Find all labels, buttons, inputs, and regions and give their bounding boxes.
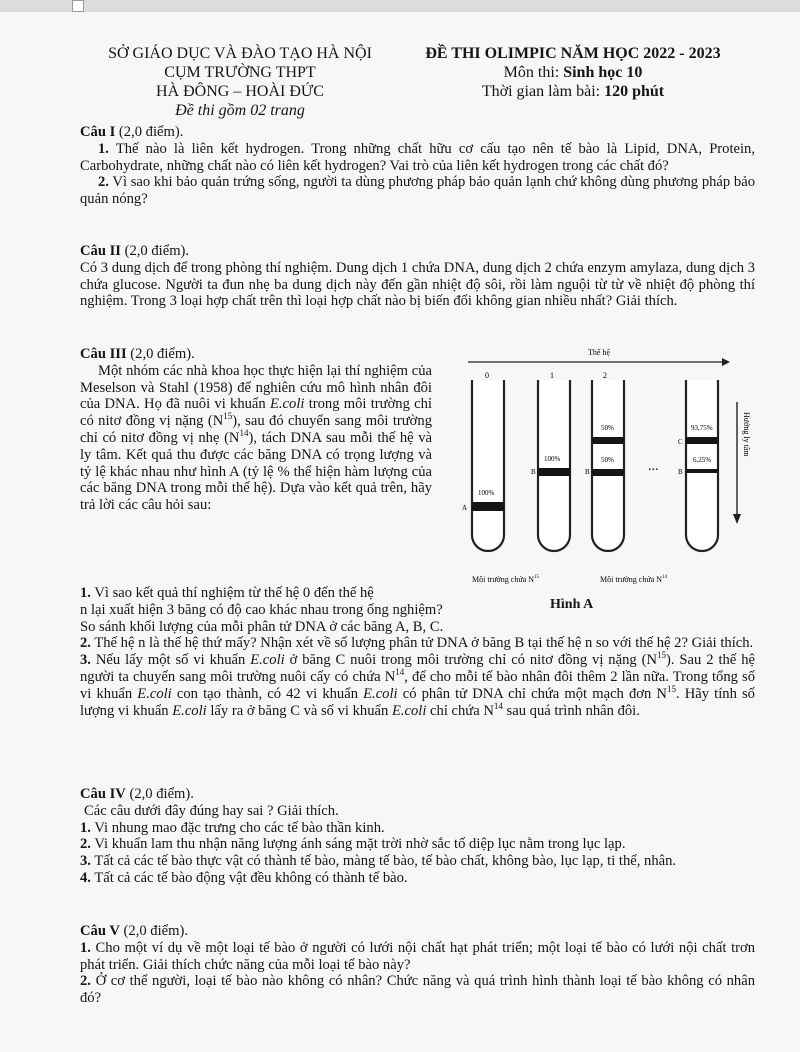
question-3-subquestions: 1. Vì sao kết quả thí nghiệm từ thế hệ 0 đến thế hệ n lại xuất hiện 3 băng có độ cao khác nhau trong ống nghiệm? So sánh khối lượng của mỗi phân tử DNA ở các băng A, B, C. 2. Thế hệ n là thế hệ thứ mấy? Nhận xét về số lượng phân tử DNA ở băng B tại thế hệ n so với thế hệ 2? Giải thích. 3. Nếu lấy một số vi khuẩn E.coli ở băng C nuôi trong môi trường chỉ có nitơ đồng vị nặng $(N^{15})$. Sau 2 thế hệ người ta chuyển sang môi trường nuôi cấy có chứa $N^{14}$, để cho mỗi tế bào nhân đôi thêm 2 lần nữa. Trong tổng số vi khuẩn E.coli con tạo thành, có 42 vi khuẩn E.coli có phân tử DNA chỉ chứa một mạch đơn $N^{15}$. Hãy tính số lượng vi khuẩn E.coli lấy ra ở băng C và số vi khuẩn E.coli chỉ chứa $N^{14}$ sau quá trình nhân đôi. — [80, 585, 755, 719]
band-label-b-gen1: B — [531, 468, 536, 476]
time-line: Thời gian làm bài: 120 phút — [481, 83, 665, 100]
exam-title: ĐỀ THI OLIMPIC NĂM HỌC 2022 - 2023 — [425, 45, 721, 62]
pct-gen2-b: 50% — [601, 456, 614, 464]
q4-intro: Các câu dưới đây đúng hay sai ? Giải thích. — [84, 802, 339, 819]
question-3-intro: Câu III (2,0 điểm). Một nhóm các nhà khoa học thực hiện lại thí nghiệm của Meselson và Stahl (1958) để nghiên cứu mô hình nhân đôi của DNA. Họ đã nuôi vi khuẩn E.coli trong môi trường chỉ có nitơ đồng vị nặng $(N^{15})$, sau đó chuyển sang môi trường chỉ có nitơ đồng vị nhẹ $(N^{14})$, tách DNA sau mỗi thế hệ và ly tâm. Kết quả thu được các băng DNA có trọng lượng và tỷ lệ khác nhau như hình A (tỷ lệ % thể hiện hàm lượng của các băng DNA trong mỗi thế hệ). Dựa vào kết quả trên, hãy trả lời các câu hỏi sau: — [80, 346, 432, 514]
pct-gen2-c: 50% — [601, 424, 614, 432]
band-gen2-b — [592, 469, 624, 476]
band-label-c: C — [678, 438, 683, 446]
q3-sub3: 3. Nếu lấy một số vi khuẩn E.coli ở băng C nuôi trong môi trường chỉ có nitơ đồng vị nặng $(N^{15})$. Sau 2 thế hệ người ta chuyển sang môi trường nuôi cấy có chứa $N^{14}$, để cho mỗi tế bào nhân đôi thêm 2 lần nữa. Trong tổng số vi khuẩn E.coli con tạo thành, có 42 vi khuẩn E.coli có phân tử DNA chỉ chứa một mạch đơn $N^{15}$. Hãy tính số lượng vi khuẩn E.coli lấy ra ở băng C và số vi khuẩn E.coli chỉ chứa $N^{14}$ sau quá trình nhân đôi. — [80, 650, 755, 719]
viewer-top-bar — [0, 0, 800, 12]
time-limit: 120 phút — [604, 83, 665, 100]
band-label-a: A — [462, 504, 468, 512]
question-4: Câu IV (2,0 điểm). Các câu dưới đây đúng hay sai ? Giải thích. 1. Vi nhung mao đặc trưng cho các tế bào thần kinh. 2. Vi khuẩn lam thu nhận năng lượng ánh sáng mặt trời nhờ sắc tố diệp lục nằm trong lục lạp. 3. Tất cả các tế bào thực vật có thành tế bào, màng tế bào, tế bào chất, không bào, lục lạp, ti thể, nhân. 4. Tất cả các tế bào động vật đều không có thành tế bào. — [80, 786, 677, 886]
q1-part2: Vì sao khi bảo quản trứng sống, người ta dùng phương pháp bảo quản lạnh chứ không dùng phương pháp bảo quản nóng? — [80, 174, 755, 208]
ellipsis: ... — [648, 459, 659, 474]
header-right — [408, 44, 738, 101]
band-gen2-c — [592, 437, 624, 444]
subject: Sinh học 10 — [563, 64, 643, 81]
q4-item2: Vi khuẩn lam thu nhận năng lượng ánh sáng mặt trời nhờ sắc tố diệp lục nằm trong lục lạp. — [90, 836, 626, 853]
q5-item2: Ở cơ thể người, loại tế bào nào không có nhân? Chức năng và quá trình hình thành loại tế bào không có nhân đó? — [80, 973, 755, 1007]
q1-part1: Thế nào là liên kết hydrogen. Trong những chất hữu cơ cấu tạo nên tế bào là Lipid, DNA, Protein, Carbohydrate, những chất nào có liên kết hydrogen? Vai trò của liên kết hydrogen trong các chất đó? — [80, 140, 755, 174]
tube-gen-1 — [538, 380, 570, 551]
centrifuge-arrow-head — [733, 514, 741, 524]
pct-gen0: 100% — [478, 489, 495, 497]
q3-sub2: Thế hệ n là thế hệ thứ mấy? Nhận xét về số lượng phân tử DNA ở băng B tại thế hệ n so với thế hệ 2? Giải thích. — [90, 635, 754, 652]
q5-item1: Cho một ví dụ về một loại tế bào ở người có lưới nội chất hạt phát triển; một loại tế bào có lưới nội chất trơn phát triển. Giải thích chức năng của mỗi loại tế bào này? — [80, 939, 755, 973]
centrifuge-direction-label: Hướng ly tâm — [742, 412, 751, 457]
pages-note: Đề thi gồm 02 trang — [175, 102, 305, 119]
question-5: Câu V (2,0 điểm). 1. Cho một ví dụ về một loại tế bào ở người có lưới nội chất hạt phát triển; một loại tế bào có lưới nội chất trơn phát triển. Giải thích chức năng của mỗi loại tế bào này? 2. Ở cơ thể người, loại tế bào nào không có nhân? Chức năng và quá trình hình thành loại tế bào không có nhân đó? — [80, 923, 755, 1007]
band-label-b-genn: B — [678, 468, 683, 476]
question-2: Câu II (2,0 điểm). Có 3 dung dịch để trong phòng thí nghiệm. Dung dịch 1 chứa DNA, dung dịch 2 chứa enzym amylaza, dung dịch 3 chứa glucose. Người ta đun nhẹ ba dung dịch này đến gần nhiệt độ sôi, rồi làm nguội từ từ về nhiệt độ phòng thí nghiệm. Trong 3 loại hợp chất trên thì loại hợp chất nào bị biến đổi không gian nhiều nhất? Giải thích. — [80, 243, 755, 310]
q5-title: Câu V — [80, 923, 120, 939]
department-name: SỞ GIÁO DỤC VÀ ĐÀO TẠO HÀ NỘI — [108, 45, 372, 62]
medium-n14-label: Môi trường chứa $N^{14}$ — [600, 575, 668, 584]
pct-genn-b: 6,25% — [693, 456, 712, 464]
q4-item4: Tất cả các tế bào động vật đều không có thành tế bào. — [90, 869, 408, 886]
band-genn-b — [686, 469, 718, 473]
pct-genn-c: 93,75% — [691, 424, 713, 432]
q1-title: Câu I — [80, 124, 116, 140]
q4-title: Câu IV — [80, 786, 126, 802]
gen-label-1: 1 — [550, 371, 554, 380]
district-names: HÀ ĐÔNG – HOÀI ĐỨC — [156, 83, 324, 100]
q2-body: Có 3 dung dịch để trong phòng thí nghiệm. Dung dịch 1 chứa DNA, dung dịch 2 chứa enzym amylaza, dung dịch 3 chứa glucose. Người ta đun nhẹ ba dung dịch này đến gần nhiệt độ sôi, rồi làm nguội từ từ về nhiệt độ phòng thí nghiệm. Trong 3 loại hợp chất trên thì loại hợp chất nào bị biến đổi không gian nhiều nhất? Giải thích. — [80, 259, 755, 310]
medium-n15-label: Môi trường chứa $N^{15}$ — [472, 575, 540, 584]
band-gen1-b — [538, 468, 570, 476]
pct-gen1: 100% — [544, 455, 561, 463]
gen-label-0: 0 — [485, 371, 489, 380]
header-left — [90, 44, 390, 120]
q4-item3: Tất cả các tế bào thực vật có thành tế bào, màng tế bào, tế bào chất, không bào, lục lạp, ti thể, nhân. — [90, 853, 677, 870]
band-label-b-gen2: B — [585, 468, 590, 476]
figure-a — [460, 340, 760, 630]
school-cluster: CỤM TRƯỜNG THPT — [164, 64, 316, 81]
band-genn-c — [686, 437, 718, 444]
page-marker-icon — [72, 0, 84, 12]
tube-gen-0 — [472, 380, 504, 551]
subject-line: Môn thi: Sinh học 10 — [503, 64, 643, 81]
tube-gen-n — [686, 380, 718, 551]
question-1: Câu I (2,0 điểm). 1. Thế nào là liên kết hydrogen. Trong những chất hữu cơ cấu tạo nên tế bào là Lipid, DNA, Protein, Carbohydrate, những chất nào có liên kết hydrogen? Vai trò của liên kết hydrogen trong các chất đó? 2. Vì sao khi bảo quản trứng sống, người ta dùng phương pháp bảo quản lạnh chứ không dùng phương pháp bảo quản nóng? — [80, 124, 755, 208]
gen-label-2: 2 — [603, 371, 607, 380]
q3-title: Câu III — [80, 346, 127, 362]
generation-arrow-head — [722, 358, 730, 366]
band-gen0-a — [472, 502, 504, 511]
figure-caption: Hình A — [550, 597, 594, 612]
tube-gen-2 — [592, 380, 624, 551]
q4-item1: Vi nhung mao đặc trưng cho các tế bào thần kinh. — [90, 819, 385, 836]
figure-a-diagram — [460, 340, 760, 590]
generation-label: Thế hệ — [588, 348, 610, 357]
q2-title: Câu II — [80, 243, 121, 259]
